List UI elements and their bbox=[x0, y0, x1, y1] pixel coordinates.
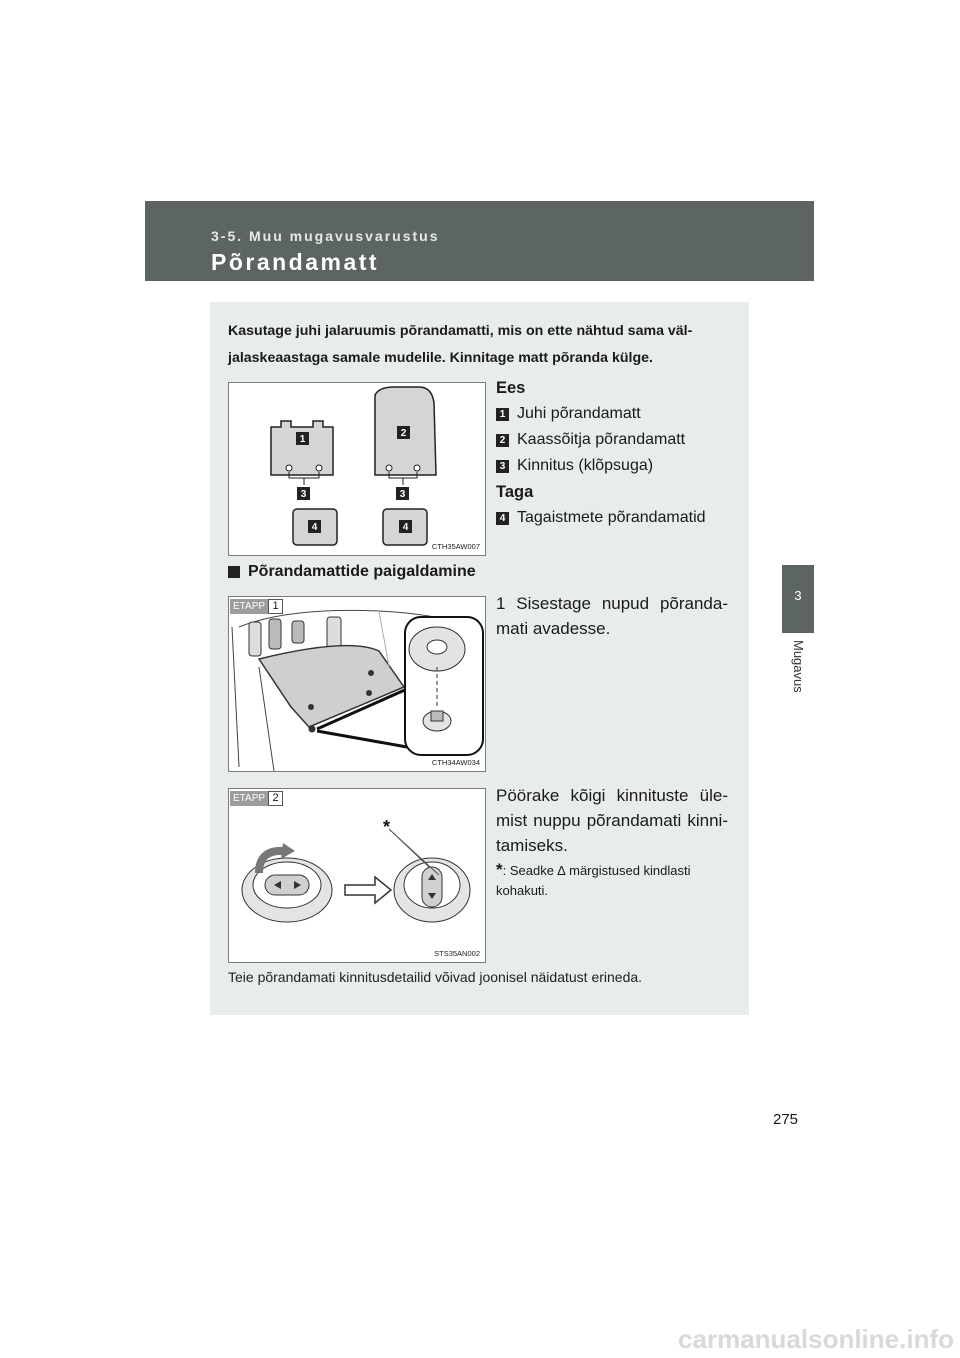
svg-text:3: 3 bbox=[300, 489, 307, 500]
legend-item bbox=[496, 405, 641, 423]
step-number: 1 bbox=[268, 599, 283, 614]
chapter-tab[interactable]: 3 bbox=[782, 565, 814, 633]
svg-text:1: 1 bbox=[299, 434, 306, 445]
square-bullet-icon bbox=[228, 566, 240, 578]
number-badge: 1 bbox=[496, 408, 509, 421]
legend-label: Kaassõitja põrandamatt bbox=[517, 431, 686, 448]
front-heading: Ees bbox=[496, 379, 526, 397]
watermark: carmanualsonline.info bbox=[678, 1324, 954, 1354]
svg-text:3: 3 bbox=[399, 489, 406, 500]
install-heading-text: Põrandamattide paigaldamine bbox=[248, 563, 476, 580]
floor-mat-layout-figure bbox=[228, 382, 486, 556]
legend-label: Kinnitus (klõpsuga) bbox=[517, 457, 654, 474]
step1-figure bbox=[228, 596, 486, 772]
number-badge: 3 bbox=[496, 460, 509, 473]
svg-text:4: 4 bbox=[402, 522, 409, 533]
step-label bbox=[230, 791, 283, 806]
footnote: Teie põrandamati kinnitusdetailid võivad joonisel näidatust erineda. bbox=[228, 969, 643, 985]
page-number: 275 bbox=[773, 1111, 799, 1128]
section-number: 3-5. Muu mugavusvarustus bbox=[211, 228, 440, 244]
legend-label: Tagaistmete põrandamatid bbox=[517, 509, 706, 526]
step2-text: Pöörake kõigi kinnituste üle-mist nuppu põrandamati kinni-tamiseks. bbox=[496, 786, 728, 855]
step-label bbox=[230, 599, 283, 614]
svg-text:*: * bbox=[383, 817, 391, 837]
svg-text:2: 2 bbox=[400, 428, 407, 439]
step2-figure bbox=[228, 788, 486, 963]
section-header bbox=[145, 201, 814, 281]
step1-text: 1 Sisestage nupud põranda-mati avadesse. bbox=[496, 594, 728, 638]
page-title: Põrandamatt bbox=[211, 249, 380, 275]
intro-text: Kasutage juhi jalaruumis põrandamatti, mis on ette nähtud sama väl-jalaskeaastaga samale mudelile. Kinnitage matt põranda külge. bbox=[228, 323, 693, 366]
chapter-label: Mugavus bbox=[791, 640, 806, 693]
asterisk: * bbox=[496, 860, 503, 879]
legend-item bbox=[496, 509, 706, 527]
step-label-text: ETAPP bbox=[230, 599, 268, 614]
step2-note bbox=[496, 860, 731, 901]
legend-label: Juhi põrandamatt bbox=[517, 405, 641, 422]
figure-code: CTH35AW007 bbox=[431, 542, 480, 551]
legend-item bbox=[496, 457, 653, 475]
rear-heading: Taga bbox=[496, 483, 534, 501]
legend-item bbox=[496, 431, 685, 449]
figure-code: STS35AN002 bbox=[434, 949, 480, 958]
svg-text:4: 4 bbox=[311, 522, 318, 533]
step-label-text: ETAPP bbox=[230, 791, 268, 806]
number-badge: 4 bbox=[496, 512, 509, 525]
step-number: 2 bbox=[268, 791, 283, 806]
figure-code: CTH34AW034 bbox=[431, 758, 480, 767]
number-badge: 2 bbox=[496, 434, 509, 447]
note-text: : Seadke ∆ märgistused kindlasti kohakuti. bbox=[496, 863, 691, 898]
install-heading bbox=[228, 563, 476, 581]
